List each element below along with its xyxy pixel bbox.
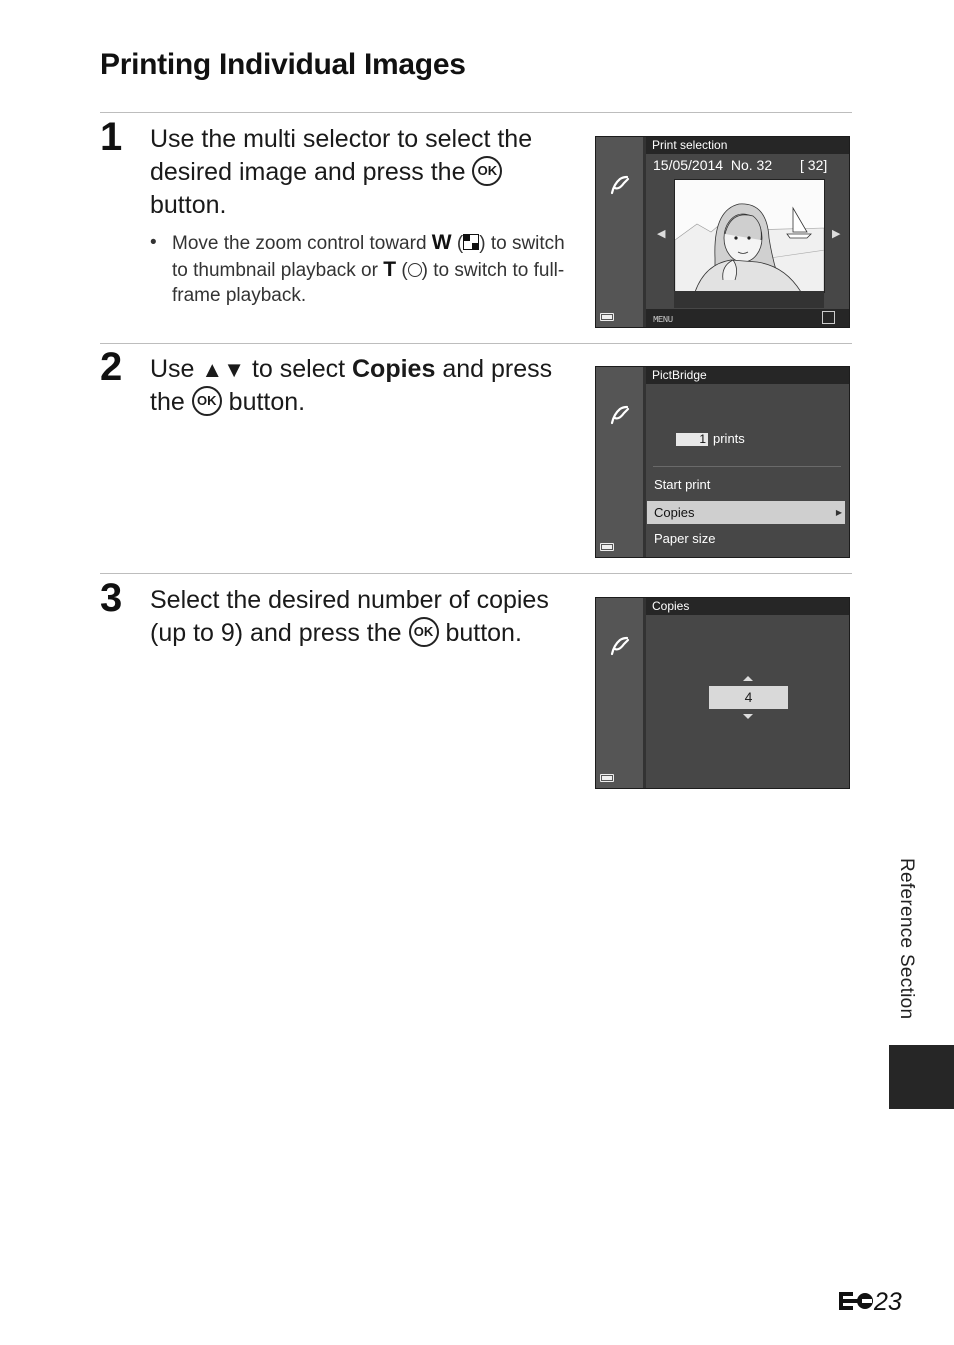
pictbridge-icon — [609, 635, 631, 657]
bullet-text: Move the zoom control toward W ( ) to switch to thumbnail playback or T ( ) to switch to full-frame playback. — [172, 231, 565, 306]
battery-icon — [600, 313, 614, 321]
step-number-2: 2 — [100, 345, 123, 389]
magnifier-icon — [408, 263, 422, 277]
bullet-text-p1: Move the zoom control toward — [172, 233, 427, 254]
ok-button-icon: OK — [409, 617, 439, 647]
screen-header: Copies — [646, 598, 849, 615]
step-2-text — [150, 353, 570, 419]
arrow-up-icon[interactable] — [743, 676, 753, 681]
screen-sidebar — [596, 137, 643, 327]
step-number-1: 1 — [100, 115, 123, 159]
ok-button-icon: OK — [472, 156, 502, 186]
divider — [100, 573, 852, 574]
arrow-right-icon: ▶ — [835, 508, 842, 517]
up-down-arrow-icon: ▲▼ — [201, 357, 245, 382]
image-number: No. 32 — [730, 157, 773, 173]
battery-icon — [600, 774, 614, 782]
step-2-text-d: button. — [228, 388, 306, 416]
page-title: Printing Individual Images — [100, 48, 466, 81]
prints-label: prints — [713, 431, 745, 446]
copies-screen — [595, 597, 850, 789]
step-3-text-b: button. — [445, 619, 522, 647]
image-date: 15/05/2014 — [653, 157, 724, 173]
section-tab — [889, 1045, 954, 1109]
screen-header: PictBridge — [646, 367, 849, 384]
step-1-text-a: Use the multi selector to select the desired image and press the — [150, 125, 533, 186]
image-info — [653, 157, 772, 173]
step-3-text — [150, 584, 570, 650]
menu-item-paper-size[interactable] — [647, 527, 845, 550]
page-number — [838, 1288, 902, 1317]
screen-sidebar — [596, 598, 643, 788]
step-number-3: 3 — [100, 576, 123, 620]
step-2-text-a: Use — [150, 355, 195, 383]
screen-bottom-bar — [646, 309, 849, 327]
image-count: [ 32] — [800, 157, 828, 173]
print-selection-screen — [595, 136, 850, 328]
bullet-text-p2: ) to switch to thumbnail playback or — [172, 233, 565, 281]
thumbnail-icon — [463, 234, 479, 250]
menu-icon: MENU — [653, 315, 673, 325]
portrait-illustration — [675, 180, 824, 292]
menu-item-copies[interactable] — [647, 501, 845, 524]
arrow-left-icon[interactable]: ◀ — [657, 228, 666, 240]
pictbridge-icon — [609, 174, 631, 196]
arrow-down-icon[interactable] — [743, 714, 753, 719]
menu-item-label: Copies — [654, 505, 695, 520]
zoom-t-letter: T — [383, 257, 397, 281]
page-number-text: 23 — [874, 1288, 902, 1316]
screen-header: Print selection — [646, 137, 849, 154]
step-3-text-a: Select the desired number of copies (up to 9) and press the — [150, 586, 549, 647]
pictbridge-icon — [609, 404, 631, 426]
reference-e-icon — [838, 1290, 874, 1312]
step-1-text-b: button. — [150, 191, 227, 219]
zoom-icon — [822, 311, 835, 324]
menu-separator — [653, 466, 841, 467]
menu-item-label: Start print — [654, 477, 711, 492]
divider — [100, 112, 852, 113]
bullet-text-p3: ) to switch to full-frame playback. — [172, 259, 565, 306]
zoom-w-letter: W — [431, 231, 452, 254]
menu-item-start-print[interactable] — [647, 473, 845, 496]
prints-count: 1 — [676, 433, 708, 446]
divider — [100, 343, 852, 344]
step-2-text-c: and press the — [150, 355, 553, 416]
menu-item-label: Paper size — [654, 531, 716, 546]
section-label: Reference Section — [896, 858, 917, 1020]
ok-button-icon: OK — [192, 386, 222, 416]
screen-sidebar — [596, 367, 643, 557]
arrow-right-icon[interactable]: ▶ — [832, 228, 841, 240]
step-1-text — [150, 123, 570, 222]
step-2-bold: Copies — [352, 355, 436, 383]
step-2-text-b: to select — [251, 355, 346, 383]
battery-icon — [600, 543, 614, 551]
preview-strip — [674, 291, 824, 308]
pictbridge-screen — [595, 366, 850, 558]
copies-value[interactable]: 4 — [709, 686, 788, 709]
preview-image — [674, 179, 825, 293]
bullet-dot-icon: • — [150, 232, 157, 253]
